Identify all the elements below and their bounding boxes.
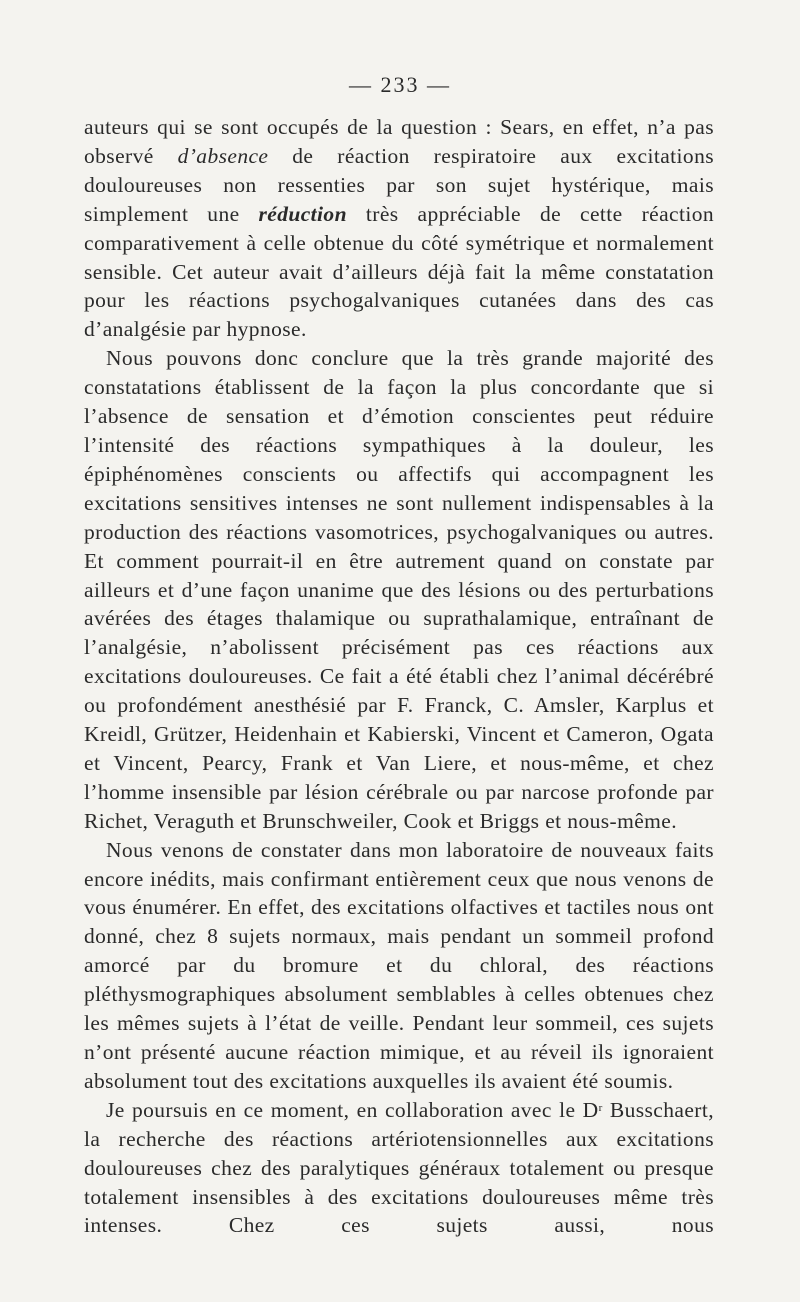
text-run: Nous pouvons donc conclure que la très grande majorité des constatations établissent de la façon la plus concordante que si l’absence de sensation et d’émotion conscientes peut réduire l’intensité des réactions sympathiques à la douleur, les épiphénomènes conscients ou affectifs qui accompagnent les excitations sensitives intenses ne sont nullement indispensables à la production des réactions vasomotrices, psychogalvaniques ou autres. Et comment pourrait-il en être autrement quand on constate par ailleurs et d’une façon unanime que des lésions ou des perturbations avérées des étages thalamique ou suprathalamique, entraînant de l’analgésie, n’abolissent précisément pas ces réactions aux excitations douloureuses. Ce fait a été établi chez l’animal décérébré ou profondément anesthésié par F. Franck, C. Amsler, Karplus et Kreidl, Grützer, Heidenhain et Kabierski, Vincent et Cameron, Ogata et Vincent, Pearcy, Frank et Van Liere, et nous-même, et chez l’homme insensible par lésion cérébrale ou par narcose profonde par Richet, Veraguth et Brunschweiler, Cook et Briggs et nous-même.	[84, 346, 714, 833]
text-run: Busschaert, la recherche des réactions artériotensionnelles aux excitations douloureuses chez des paralytiques généraux totalement ou presque totalement insensibles à des excitations douloureuses même très intenses. Chez ces sujets aussi, nous	[84, 1097, 714, 1238]
paragraph-3	[84, 836, 714, 1096]
text-run: de réaction respiratoire aux excitations douloureuses non ressenties par son sujet hystérique, mais simplement une	[84, 143, 714, 226]
text-run: Nous venons de constater dans mon laboratoire de nouveaux faits encore inédits, mais confirmant entièrement ceux que nous venons de vous énumérer. En effet, des excitations olfactives et tactiles nous ont donné, chez 8 sujets normaux, mais pendant un sommeil profond amorcé par du bromure et du chloral, des réactions pléthysmographiques absolument semblables à celles obtenues chez les mêmes sujets à l’état de veille. Pendant leur sommeil, ces sujets n’ont présenté aucune réaction mimique, et au réveil ils ignoraient absolument tout des excitations auxquelles ils avaient été soumis.	[84, 837, 714, 1093]
page-number: — 233 —	[349, 72, 451, 97]
text-run: auteurs qui se sont occupés de la question : Sears, en effet, n’a pas observé	[84, 115, 714, 168]
body-text	[84, 113, 714, 1240]
paragraph-4	[84, 1096, 714, 1241]
superscript-r: r	[598, 1101, 603, 1114]
paragraph-1	[84, 113, 714, 344]
text-run: Je poursuis en ce moment, en collaboration avec le D	[106, 1097, 599, 1122]
text-run: très appréciable de cette réaction comparativement à celle obtenue du côté symétrique et normalement sensible. Cet auteur avait d’ailleurs déjà fait la même constatation pour les réactions psychogalvaniques cutanées dans des cas d’analgésie par hypnose.	[84, 201, 714, 342]
paragraph-2	[84, 344, 714, 835]
emphasis-absence: d’absence	[177, 143, 269, 168]
emphasis-reduction: réduction	[258, 201, 347, 226]
